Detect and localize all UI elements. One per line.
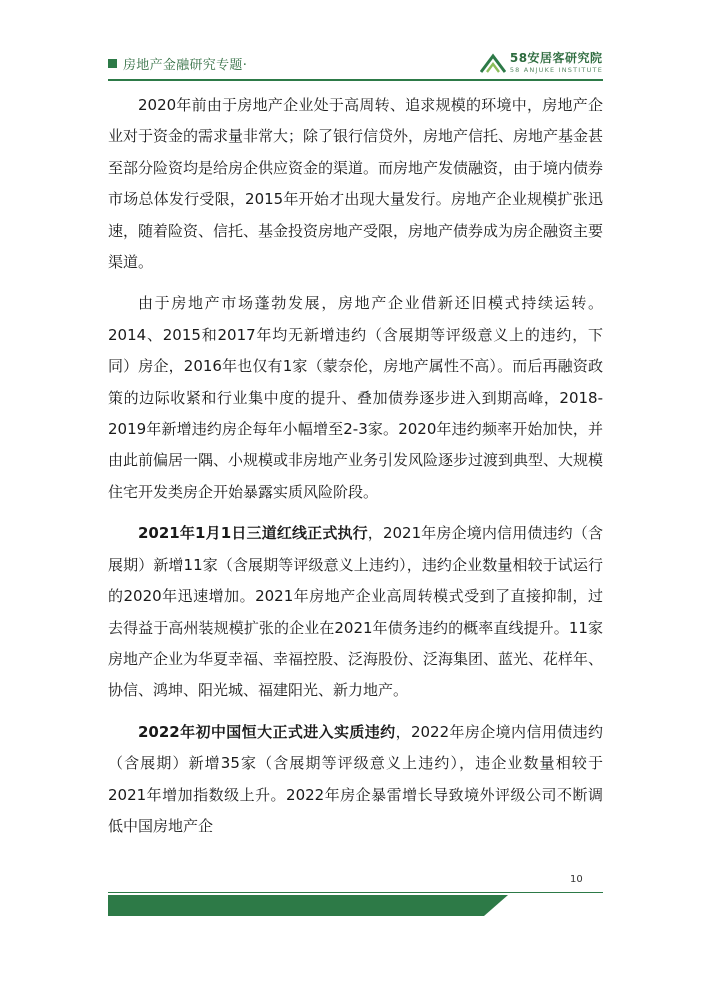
- section-title-text: 房地产金融研究专题·: [123, 58, 248, 73]
- paragraph-3-text: ，2021年房企境内信用债违约（含展期）新增11家（含展期等评级意义上违约），违约企业数量相较于试运行的2020年迅速增加。2021年房地产企业高周转模式受到了直接抑制，过去得益于高州装规模扩张的企业在2021年债务违约的概率直线提升。11家房地产企业为华夏幸福、幸福控股、泛海股份、泛海集团、蓝光、花样年、协信、鸿坤、阳光城、福建阳光、新力地产。: [108, 524, 604, 700]
- page-header: [108, 48, 603, 78]
- footer-bar: [108, 895, 508, 916]
- house-logo-icon: [480, 53, 506, 73]
- paragraph-4-bold: 2022年初中国恒大正式进入实质违约: [138, 722, 396, 741]
- bullet-square-icon: [108, 59, 117, 68]
- footer-divider: [108, 892, 603, 893]
- institute-logo: [480, 48, 603, 78]
- section-title: [108, 54, 247, 73]
- header-divider: [108, 79, 603, 81]
- logo-sub-text: 58 ANJUKE INSTITUTE: [509, 66, 603, 75]
- body-paragraph-2: [108, 288, 603, 508]
- body-paragraph-1: [108, 90, 603, 278]
- body-paragraph-4: [108, 717, 603, 843]
- paragraph-1-text: 2020年前由于房地产企业处于高周转、追求规模的环境中，房地产企业对于资金的需求量非常大；除了银行信贷外，房地产信托、房地产基金甚至部分险资均是给房企供应资金的渠道。而房地产发债融资，由于境内债券市场总体发行受限，2015年开始才出现大量发行。房地产企业规模扩张迅速，随着险资、信托、基金投资房地产受限，房地产债券成为房企融资主要渠道。: [108, 96, 604, 272]
- body-paragraph-3: [108, 518, 603, 706]
- paragraph-3-bold: 2021年1月1日三道红线正式执行: [138, 524, 368, 543]
- page-number: 10: [570, 874, 583, 885]
- logo-main-text: 58安居客研究院: [509, 51, 603, 66]
- paragraph-4-text: ，2022年房企境内信用债违约（含展期）新增35家（含展期等评级意义上违约），违企业数量相较于2021年增加指数级上升。2022年房企暴雷增长导致境外评级公司不断调低中国房地产企: [108, 722, 603, 835]
- document-body: [108, 90, 603, 852]
- paragraph-2-text: 由于房地产市场蓬勃发展，房地产企业借新还旧模式持续运转。2014、2015和2017年均无新增违约（含展期等评级意义上的违约，下同）房企，2016年也仅有1家（蒙奈伦，房地产属性不高）。而后再融资政策的边际收紧和行业集中度的提升、叠加债券逐步进入到期高峰，2018-2019年新增违约房企每年小幅增至2-3家。2020年违约频率开始加快，并由此前偏居一隅、小规模或非房地产业务引发风险逐步过渡到典型、大规模住宅开发类房企开始暴露实质风险阶段。: [108, 294, 604, 501]
